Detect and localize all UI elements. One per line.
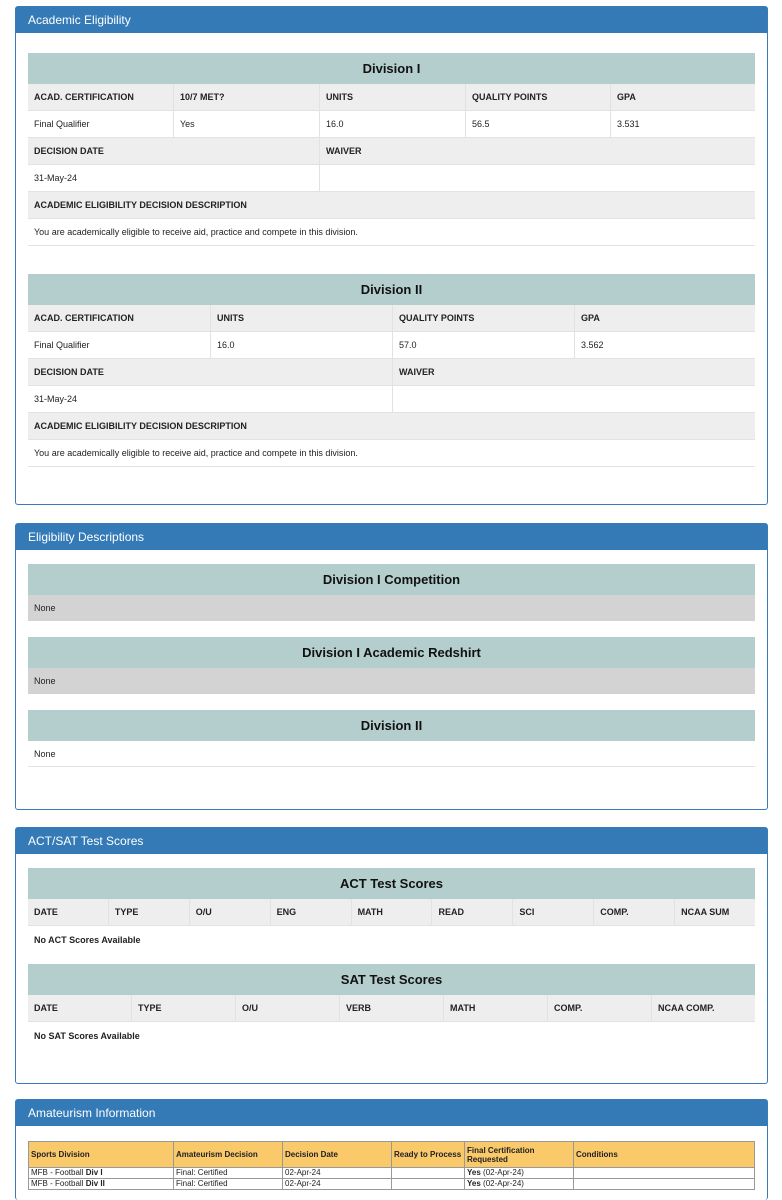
section-title: Division I Competition [28, 564, 755, 595]
date-cell: 02-Apr-24 [283, 1168, 392, 1179]
col-header: COMP. [593, 899, 674, 925]
col-header: READ [431, 899, 512, 925]
value-cell: 31-May-24 [34, 173, 78, 183]
col-header: DATE [34, 1003, 58, 1013]
value-cell: 56.5 [465, 111, 610, 137]
sport-name: MFB - Football [31, 1168, 84, 1177]
value-row [28, 386, 755, 413]
col-header: DECISION DATE [34, 367, 104, 377]
header-row [28, 413, 755, 440]
final-cert-date: (02-Apr-24) [483, 1179, 524, 1188]
conditions-cell [574, 1168, 755, 1179]
final-cert-cell [465, 1168, 574, 1179]
header-row [28, 84, 755, 111]
header-row [28, 899, 755, 926]
col-header: UNITS [210, 305, 392, 331]
description-text: You are academically eligible to receive aid, practice and compete in this division. [34, 448, 358, 458]
description-text: You are academically eligible to receive aid, practice and compete in this division. [34, 227, 358, 237]
value-cell: 31-May-24 [34, 394, 78, 404]
col-header: MATH [351, 899, 432, 925]
col-header: TYPE [131, 995, 235, 1021]
header-row [28, 192, 755, 219]
description-item [28, 710, 755, 767]
table-header-row [29, 1142, 755, 1168]
empty-message: No SAT Scores Available [28, 1022, 755, 1051]
value-cell: 3.531 [610, 111, 755, 137]
col-header: UNITS [319, 84, 465, 110]
description-value: None [28, 668, 755, 694]
col-header: Sports Division [29, 1142, 174, 1168]
value-row [28, 332, 755, 359]
date-cell: 02-Apr-24 [283, 1179, 392, 1190]
conditions-cell [574, 1179, 755, 1190]
col-header: COMP. [547, 995, 651, 1021]
col-header: ACADEMIC ELIGIBILITY DECISION DESCRIPTION [34, 421, 247, 431]
value-row [28, 219, 755, 246]
table-row [29, 1168, 755, 1179]
col-header: MATH [443, 995, 547, 1021]
academic-eligibility-panel [15, 6, 768, 505]
col-header: Conditions [574, 1142, 755, 1168]
description-item [28, 637, 755, 694]
value-cell: Final Qualifier [34, 340, 90, 350]
col-header: SCI [512, 899, 593, 925]
col-header: ACADEMIC ELIGIBILITY DECISION DESCRIPTION [34, 200, 247, 210]
test-scores-panel [15, 827, 768, 1084]
col-header: WAIVER [319, 138, 755, 164]
section-title: Division II [28, 710, 755, 741]
sport-cell [29, 1168, 174, 1179]
col-header: O/U [235, 995, 339, 1021]
col-header: ACAD. CERTIFICATION [34, 313, 134, 323]
sport-name: MFB - Football [31, 1179, 84, 1188]
act-section [28, 868, 755, 955]
decision-cell: Final: Certified [174, 1179, 283, 1190]
division-2-section [28, 274, 755, 467]
value-row [28, 111, 755, 138]
col-header: ACAD. CERTIFICATION [34, 92, 134, 102]
col-header: QUALITY POINTS [465, 84, 610, 110]
value-cell [392, 386, 755, 412]
header-row [28, 359, 755, 386]
description-item [28, 564, 755, 621]
amateurism-table [28, 1141, 755, 1190]
table-row [29, 1179, 755, 1190]
division-1-section [28, 53, 755, 246]
final-cert-yes: Yes [467, 1179, 481, 1188]
panel-title: Amateurism Information [16, 1100, 767, 1126]
section-title: SAT Test Scores [28, 964, 755, 995]
col-header: Decision Date [283, 1142, 392, 1168]
value-cell [319, 165, 755, 191]
col-header: DATE [34, 907, 58, 917]
header-row [28, 995, 755, 1022]
col-header: GPA [610, 84, 755, 110]
final-cert-date: (02-Apr-24) [483, 1168, 524, 1177]
section-title: Division I Academic Redshirt [28, 637, 755, 668]
col-header: VERB [339, 995, 443, 1021]
final-cert-cell [465, 1179, 574, 1190]
sport-cell [29, 1179, 174, 1190]
col-header: NCAA SUM [674, 899, 755, 925]
panel-title: ACT/SAT Test Scores [16, 828, 767, 854]
col-header: GPA [574, 305, 755, 331]
col-header: O/U [189, 899, 270, 925]
section-title: ACT Test Scores [28, 868, 755, 899]
col-header: Ready to Process [392, 1142, 465, 1168]
value-cell: Yes [173, 111, 319, 137]
col-header: 10/7 MET? [173, 84, 319, 110]
ready-cell [392, 1179, 465, 1190]
header-row [28, 305, 755, 332]
value-row [28, 165, 755, 192]
value-cell: 3.562 [574, 332, 755, 358]
value-cell: 16.0 [210, 332, 392, 358]
description-value: None [28, 741, 755, 767]
sat-section [28, 964, 755, 1051]
value-row [28, 440, 755, 467]
description-value: None [28, 595, 755, 621]
col-header: Amateurism Decision [174, 1142, 283, 1168]
sport-division: Div I [85, 1168, 103, 1177]
amateurism-panel [15, 1099, 768, 1200]
sport-division: Div II [85, 1179, 105, 1188]
decision-cell: Final: Certified [174, 1168, 283, 1179]
value-cell: Final Qualifier [34, 119, 90, 129]
value-cell: 16.0 [319, 111, 465, 137]
ready-cell [392, 1168, 465, 1179]
col-header: ENG [270, 899, 351, 925]
eligibility-descriptions-panel [15, 523, 768, 810]
col-header: NCAA COMP. [651, 995, 755, 1021]
panel-title: Eligibility Descriptions [16, 524, 767, 550]
col-header: QUALITY POINTS [392, 305, 574, 331]
col-header: TYPE [108, 899, 189, 925]
col-header: Final Certification Requested [465, 1142, 574, 1168]
empty-message: No ACT Scores Available [28, 926, 755, 955]
value-cell: 57.0 [392, 332, 574, 358]
final-cert-yes: Yes [467, 1168, 481, 1177]
col-header: WAIVER [392, 359, 755, 385]
section-title: Division II [28, 274, 755, 305]
section-title: Division I [28, 53, 755, 84]
panel-title: Academic Eligibility [16, 7, 767, 33]
header-row [28, 138, 755, 165]
col-header: DECISION DATE [34, 146, 104, 156]
